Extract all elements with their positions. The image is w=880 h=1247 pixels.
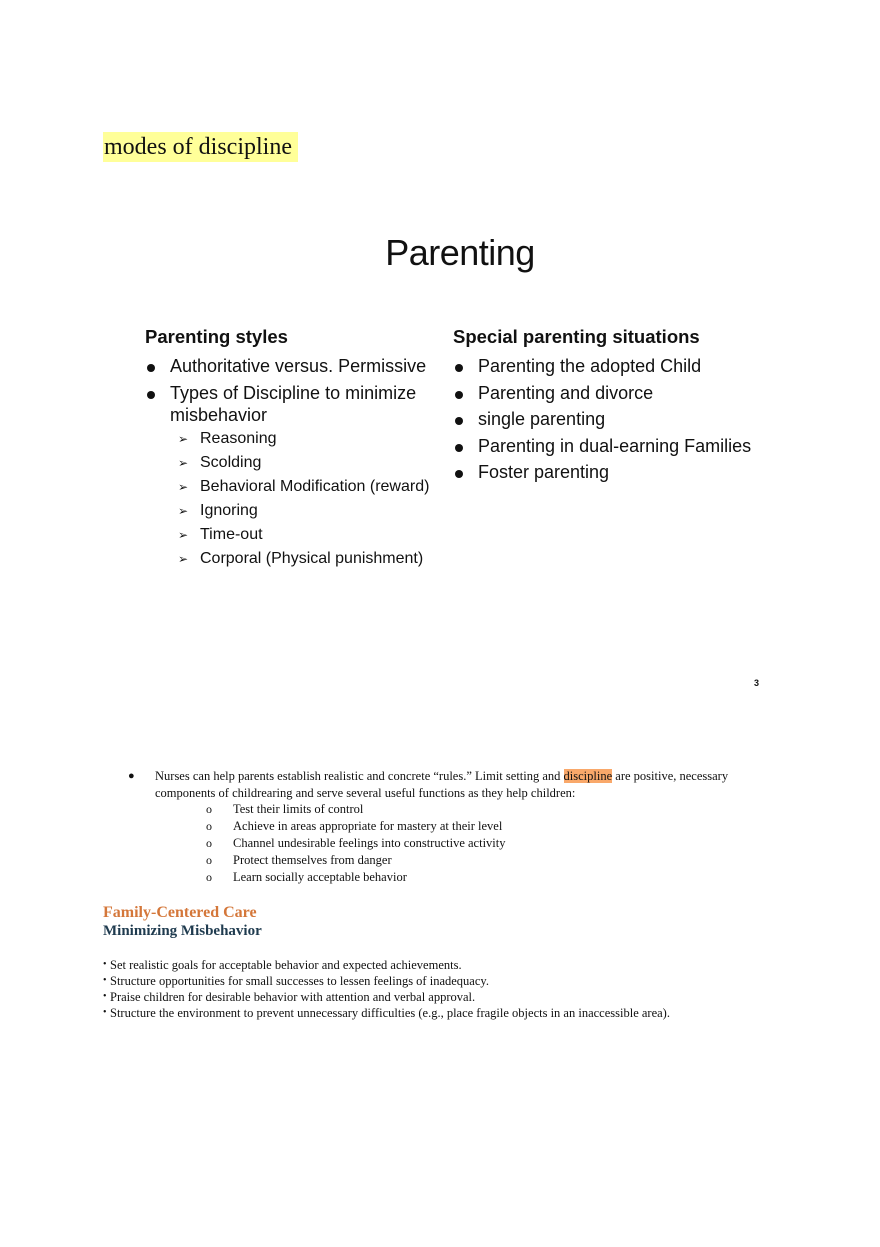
list-item: o Protect themselves from danger [206,852,748,869]
discipline-type-item: ➢ Scolding [170,453,445,473]
list-item: Parenting in dual-earning Families [453,435,763,458]
functions-list [206,801,748,886]
highlighted-word: discipline [563,769,613,783]
nurses-text: Nurses can help parents establish realistic and concrete “rules.” Limit setting and discipline are positive, necessary components of childrearing and serve several useful functions as they help children: [155,769,729,800]
list-item: • Praise children for desirable behavior with attention and verbal approval. [103,989,803,1005]
list-item: • Structure opportunities for small successes to lessen feelings of inadequacy. [103,973,803,989]
list-item: Foster parenting [453,461,763,484]
page-heading: modes of discipline [103,132,298,162]
parenting-slide [140,230,770,690]
parenting-styles-column [145,325,445,573]
discipline-type-item: ➢ Ignoring [170,501,445,521]
list-item: • Structure the environment to prevent unnecessary difficulties (e.g., place fragile objects in an inaccessible area). [103,1005,803,1021]
list-item: o Test their limits of control [206,801,748,818]
discipline-type-item: ➢ Time-out [170,525,445,545]
nurses-paragraph [128,768,748,886]
slide-page-number: 3 [754,678,760,688]
special-situations-column [453,325,763,488]
discipline-type-item: ➢ Behavioral Modification (reward) [170,477,445,497]
discipline-types-list [170,429,445,569]
misbehavior-tips-list [103,957,803,1021]
list-item: o Channel undesirable feelings into constructive activity [206,835,748,852]
list-item: o Learn socially acceptable behavior [206,869,748,886]
family-care-subtitle: Minimizing Misbehavior [103,923,262,939]
discipline-type-item: ➢ Corporal (Physical punishment) [170,549,445,569]
list-item: • Set realistic goals for acceptable behavior and expected achievements. [103,957,803,973]
discipline-type-item: ➢ Reasoning [170,429,445,449]
list-item: Parenting the adopted Child [453,355,763,378]
parenting-styles-header: Parenting styles [145,326,288,347]
list-item: single parenting [453,408,763,431]
list-item: Types of Discipline to minimize misbehavior ➢ Reasoning ➢ Scolding ➢ Behavioral Modification (reward) ➢ Ignoring ➢ Time-out ➢ Corporal (Physical punishment) [145,382,445,569]
special-situations-header: Special parenting situations [453,326,700,347]
list-item: Authoritative versus. Permissive [145,355,445,378]
family-care-title: Family-Centered Care [103,904,257,921]
slide-title: Parenting [385,232,535,273]
list-item: Parenting and divorce [453,382,763,405]
bullet-icon: ● [128,770,135,782]
list-item: o Achieve in areas appropriate for mastery at their level [206,818,748,835]
